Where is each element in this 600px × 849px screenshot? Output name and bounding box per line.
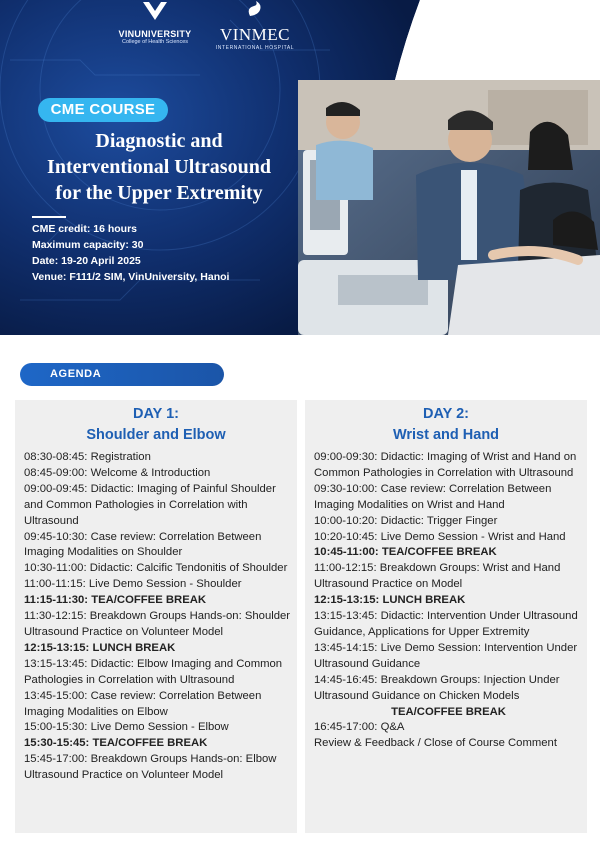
cme-course-badge: CME COURSE (38, 98, 168, 122)
title-divider (32, 216, 66, 218)
vinmec-logo (200, 0, 310, 51)
agenda-item: 11:30-12:15: Breakdown Groups Hands-on: Shoulder Ultrasound Practice on Volunteer Model (24, 610, 291, 638)
agenda-break-item: 10:45-11:00: TEA/COFFEE BREAK (314, 546, 497, 559)
maximum-capacity: Maximum capacity: 30 (32, 239, 144, 251)
agenda-item: 16:45-17:00: Q&A (314, 721, 405, 734)
agenda-item: 13:45-14:15: Live Demo Session: Intervention Under Ultrasound Guidance (314, 641, 578, 670)
agenda-item: 15:00-15:30: Live Demo Session - Elbow (24, 721, 229, 734)
hero-photo (298, 80, 600, 335)
agenda-break-item: 15:30-15:45: TEA/COFFEE BREAK (24, 737, 208, 750)
agenda-item: 13:45-15:00: Case review: Correlation Between Imaging Modalities on Elbow (24, 689, 262, 718)
agenda-item: 09:00-09:30: Didactic: Imaging of Wrist and Hand on Common Pathologies in Correlation with Ultrasound (314, 451, 577, 479)
course-details (32, 221, 229, 285)
hero-banner (0, 0, 600, 335)
day-2-subtitle: Wrist and Hand (392, 427, 500, 443)
agenda-item: 09:45-10:30: Case review: Correlation Between Imaging Modalities on Shoulder (24, 530, 262, 559)
training-photo-illustration (298, 80, 600, 335)
course-venue: Venue: F111/2 SIM, VinUniversity, Hanoi (32, 271, 230, 283)
course-title-line: Diagnostic and (95, 130, 223, 152)
agenda-item: 15:45-17:00: Breakdown Groups Hands-on: Elbow Ultrasound Practice on Volunteer Model (24, 753, 277, 782)
agenda-item: 09:00-09:45: Didactic: Imaging of Painful Shoulder and Common Pathologies in Correlation with Ultrasound (24, 482, 276, 527)
vinuniversity-emblem-icon (142, 0, 168, 22)
agenda-item: 09:30-10:00: Case review: Correlation Between Imaging Modalities on Wrist and Hand (314, 482, 552, 511)
course-date: Date: 19-20 April 2025 (32, 255, 141, 267)
agenda-item: 10:00-10:20: Didactic: Trigger Finger (314, 514, 498, 527)
cme-credit: CME credit: 16 hours (32, 223, 138, 235)
agenda-item: 13:15-13:45: Didactic: Elbow Imaging and Common Pathologies in Correlation with Ultrasound (24, 657, 283, 686)
agenda-break-item: TEA/COFFEE BREAK (391, 705, 506, 718)
agenda-item: 11:00-11:15: Live Demo Session - Shoulder (24, 578, 242, 591)
agenda-break-item: 11:15-11:30: TEA/COFFEE BREAK (24, 594, 207, 607)
agenda-item: 10:20-10:45: Live Demo Session - Wrist and Hand (314, 530, 566, 543)
agenda-item: Review & Feedback / Close of Course Comment (314, 737, 557, 750)
day-2-panel (305, 400, 587, 833)
course-title-line: for the Upper Extremity (55, 182, 263, 204)
agenda-item: 13:15-13:45: Didactic: Intervention Under Ultrasound Guidance, Applications for Upper Extremity (314, 610, 578, 638)
agenda-item: 08:30-08:45: Registration (24, 451, 151, 463)
day-1-heading: DAY 1: (133, 406, 179, 422)
course-title-line: Interventional Ultrasound (47, 156, 271, 178)
vinuniversity-logo (100, 0, 210, 45)
vinuniversity-name: VINUNIVERSITY (118, 29, 192, 39)
vinmec-subtitle: INTERNATIONAL HOSPITAL (215, 45, 295, 51)
agenda-break-item: 12:15-13:15: LUNCH BREAK (314, 594, 466, 607)
agenda-item: 08:45-09:00: Welcome & Introduction (24, 466, 211, 479)
day-1-schedule (15, 450, 297, 784)
course-title (20, 128, 298, 206)
vinmec-swan-icon (244, 0, 266, 18)
agenda-label: AGENDA (20, 363, 224, 386)
agenda-item: 11:00-12:15: Breakdown Groups: Wrist and Hand Ultrasound Practice on Model (314, 562, 561, 591)
agenda-item: 10:30-11:00: Didactic: Calcific Tendonitis of Shoulder (24, 562, 288, 575)
day-2-schedule (305, 450, 587, 752)
day-1-panel (15, 400, 297, 833)
vinmec-name: VINMEC (219, 25, 291, 44)
agenda-break-item: 12:15-13:15: LUNCH BREAK (24, 641, 176, 654)
vinuniversity-subtitle: College of Health Sciences (121, 39, 189, 45)
day-1-subtitle: Shoulder and Elbow (86, 427, 226, 443)
agenda-item: 14:45-16:45: Breakdown Groups: Injection Under Ultrasound Guidance on Chicken Models (314, 673, 560, 702)
day-2-heading: DAY 2: (423, 406, 469, 422)
